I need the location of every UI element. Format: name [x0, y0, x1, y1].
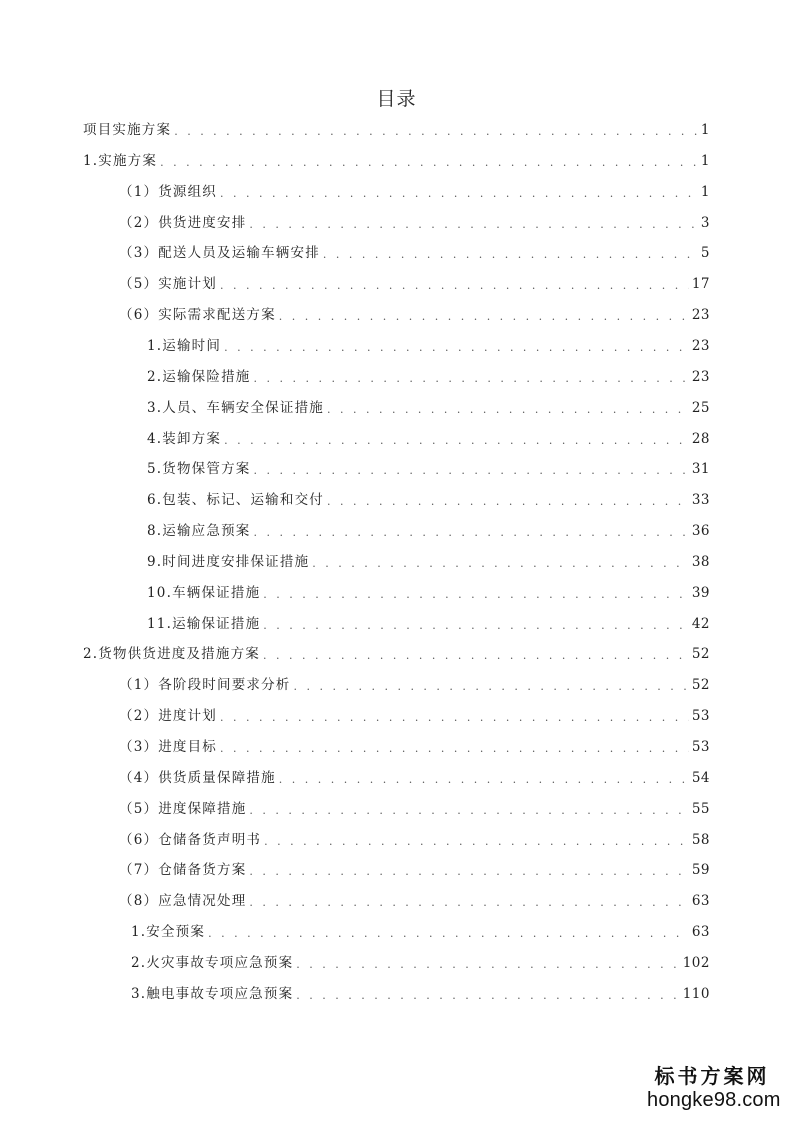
toc-dot-leader	[327, 494, 689, 510]
toc-dot-leader	[264, 834, 689, 850]
toc-entry-label: （3）进度目标	[119, 739, 217, 755]
toc-dot-leader	[323, 247, 698, 263]
toc-entry[interactable]	[119, 182, 710, 202]
toc-entry[interactable]	[131, 953, 710, 973]
toc-entry-label: 2.火灾事故专项应急预案	[131, 954, 294, 971]
toc-dot-leader	[174, 124, 698, 140]
toc-entry-page-number: 23	[691, 337, 710, 354]
toc-entry-label: 2.运输保险措施	[147, 368, 251, 385]
toc-entry[interactable]	[119, 737, 710, 757]
site-watermark	[647, 1064, 781, 1112]
toc-entry-page-number: 39	[691, 584, 710, 601]
toc-dot-leader	[249, 217, 698, 233]
toc-dot-leader	[249, 803, 688, 819]
toc-entry-page-number: 63	[691, 924, 710, 941]
toc-entry-label: 1.安全预案	[131, 924, 206, 941]
toc-entry-label: 1.运输时间	[147, 337, 222, 354]
toc-entry[interactable]	[119, 213, 710, 233]
toc-dot-leader	[249, 895, 688, 911]
toc-entry[interactable]	[147, 614, 710, 634]
toc-entry-label: （8）应急情况处理	[119, 893, 247, 910]
toc-entry-label: （6）实际需求配送方案	[119, 307, 276, 324]
toc-entry-label: 8.运输应急预案	[147, 523, 251, 540]
toc-entry-label: 6.包装、标记、运输和交付	[147, 492, 324, 509]
toc-entry-page-number: 52	[691, 677, 710, 694]
toc-dot-leader	[253, 463, 688, 479]
toc-dot-leader	[220, 278, 689, 294]
toc-dot-leader	[279, 772, 689, 788]
toc-entry-page-number: 110	[682, 985, 710, 1002]
toc-entry-page-number: 33	[691, 492, 710, 509]
toc-entry-page-number: 31	[691, 461, 710, 478]
toc-entry[interactable]	[119, 274, 710, 294]
toc-entry-label: （5）进度保障措施	[119, 800, 247, 817]
toc-dot-leader	[327, 402, 689, 418]
toc-entry-page-number: 102	[682, 954, 710, 971]
toc-entry[interactable]	[147, 552, 710, 572]
toc-title: 目录	[376, 88, 417, 110]
toc-entry-page-number: 53	[691, 739, 710, 755]
toc-dot-leader	[220, 741, 689, 757]
toc-entry[interactable]	[147, 583, 710, 603]
toc-entry[interactable]	[147, 429, 710, 449]
toc-dot-leader	[220, 186, 698, 202]
toc-entry[interactable]	[147, 398, 710, 418]
toc-dot-leader	[208, 926, 689, 942]
toc-entry-label: 3.触电事故专项应急预案	[131, 985, 294, 1002]
toc-dot-leader	[279, 309, 689, 325]
toc-dot-leader	[224, 433, 689, 449]
toc-entry-label: 10.车辆保证措施	[147, 584, 261, 601]
toc-dot-leader	[263, 648, 689, 664]
toc-dot-leader	[160, 155, 698, 171]
toc-entry-page-number: 54	[691, 769, 710, 786]
toc-entry[interactable]	[147, 521, 710, 541]
toc-dot-leader	[312, 556, 689, 572]
toc-entry-page-number: 1	[700, 122, 710, 138]
toc-entry-page-number: 23	[691, 307, 710, 324]
toc-entry-label: 2.货物供货进度及措施方案	[83, 646, 260, 663]
toc-entry-page-number: 59	[691, 862, 710, 879]
toc-dot-leader	[296, 988, 679, 1004]
toc-entry-page-number: 63	[691, 893, 710, 910]
toc-entry[interactable]	[119, 891, 710, 911]
toc-dot-leader	[220, 710, 689, 726]
toc-entry-page-number: 28	[691, 430, 710, 447]
toc-dot-leader	[249, 864, 688, 880]
toc-entry-label: 4.装卸方案	[147, 430, 222, 447]
toc-entry-label: 项目实施方案	[83, 122, 172, 138]
toc-entry-label: （1）各阶段时间要求分析	[119, 677, 291, 694]
toc-entry-page-number: 36	[691, 523, 710, 540]
toc-entry-page-number: 1	[700, 183, 710, 200]
toc-entry-page-number: 25	[691, 399, 710, 416]
toc-entry-label: （2）进度计划	[119, 708, 217, 725]
toc-entry-page-number: 53	[691, 708, 710, 725]
toc-entry-label: （1）货源组织	[119, 183, 217, 200]
toc-entry[interactable]	[147, 336, 710, 356]
toc-entry[interactable]	[131, 922, 710, 942]
toc-entry[interactable]	[83, 644, 710, 664]
toc-entry-label: （7）仓储备货方案	[119, 862, 247, 879]
toc-entry[interactable]	[147, 367, 710, 387]
toc-entry[interactable]	[83, 120, 710, 140]
toc-entry-label: 5.货物保管方案	[147, 461, 251, 478]
toc-entry[interactable]	[131, 984, 710, 1004]
toc-entry-page-number: 3	[700, 214, 710, 231]
toc-dot-leader	[263, 587, 689, 603]
toc-entry[interactable]	[147, 459, 710, 479]
toc-entry[interactable]	[147, 490, 710, 510]
toc-entry-page-number: 23	[691, 368, 710, 385]
toc-entry[interactable]	[119, 675, 710, 695]
toc-entry-label: （3）配送人员及运输车辆安排	[119, 245, 320, 262]
toc-entry[interactable]	[83, 151, 710, 171]
toc-entry[interactable]	[119, 830, 710, 850]
watermark-name: 标书方案网	[654, 1064, 770, 1088]
toc-entry-label: 9.时间进度安排保证措施	[147, 553, 310, 570]
toc-entry[interactable]	[119, 706, 710, 726]
toc-dot-leader	[294, 679, 689, 695]
toc-dot-leader	[224, 340, 689, 356]
watermark-url: hongke98.com	[647, 1089, 781, 1111]
toc-entry[interactable]	[119, 799, 710, 819]
toc-entry[interactable]	[119, 305, 710, 325]
toc-dot-leader	[253, 525, 688, 541]
toc-entry-page-number: 38	[691, 553, 710, 570]
toc-entry-label: 11.运输保证措施	[147, 615, 261, 632]
toc-entry-label: 3.人员、车辆安全保证措施	[147, 399, 324, 416]
toc-entry-label: （5）实施计划	[119, 276, 217, 293]
toc-entry-page-number: 52	[691, 646, 710, 663]
toc-entry[interactable]	[119, 768, 710, 788]
toc-entry-page-number: 5	[700, 245, 710, 262]
toc-dot-leader	[263, 618, 689, 634]
toc-entry-page-number: 58	[691, 831, 710, 848]
toc-entry-page-number: 42	[691, 615, 710, 632]
toc-entry[interactable]	[119, 243, 710, 263]
toc-entry-label: （4）供货质量保障措施	[119, 769, 276, 786]
toc-entry[interactable]	[119, 860, 710, 880]
toc-entry-label: 1.实施方案	[83, 152, 158, 169]
toc-entry-label: （6）仓储备货声明书	[119, 831, 262, 848]
toc-entry-page-number: 1	[700, 152, 710, 169]
toc-entry-label: （2）供货进度安排	[119, 214, 247, 231]
toc-entry-page-number: 55	[691, 800, 710, 817]
toc-entry-page-number: 17	[691, 276, 710, 293]
toc-dot-leader	[296, 957, 679, 973]
toc-dot-leader	[253, 371, 688, 387]
